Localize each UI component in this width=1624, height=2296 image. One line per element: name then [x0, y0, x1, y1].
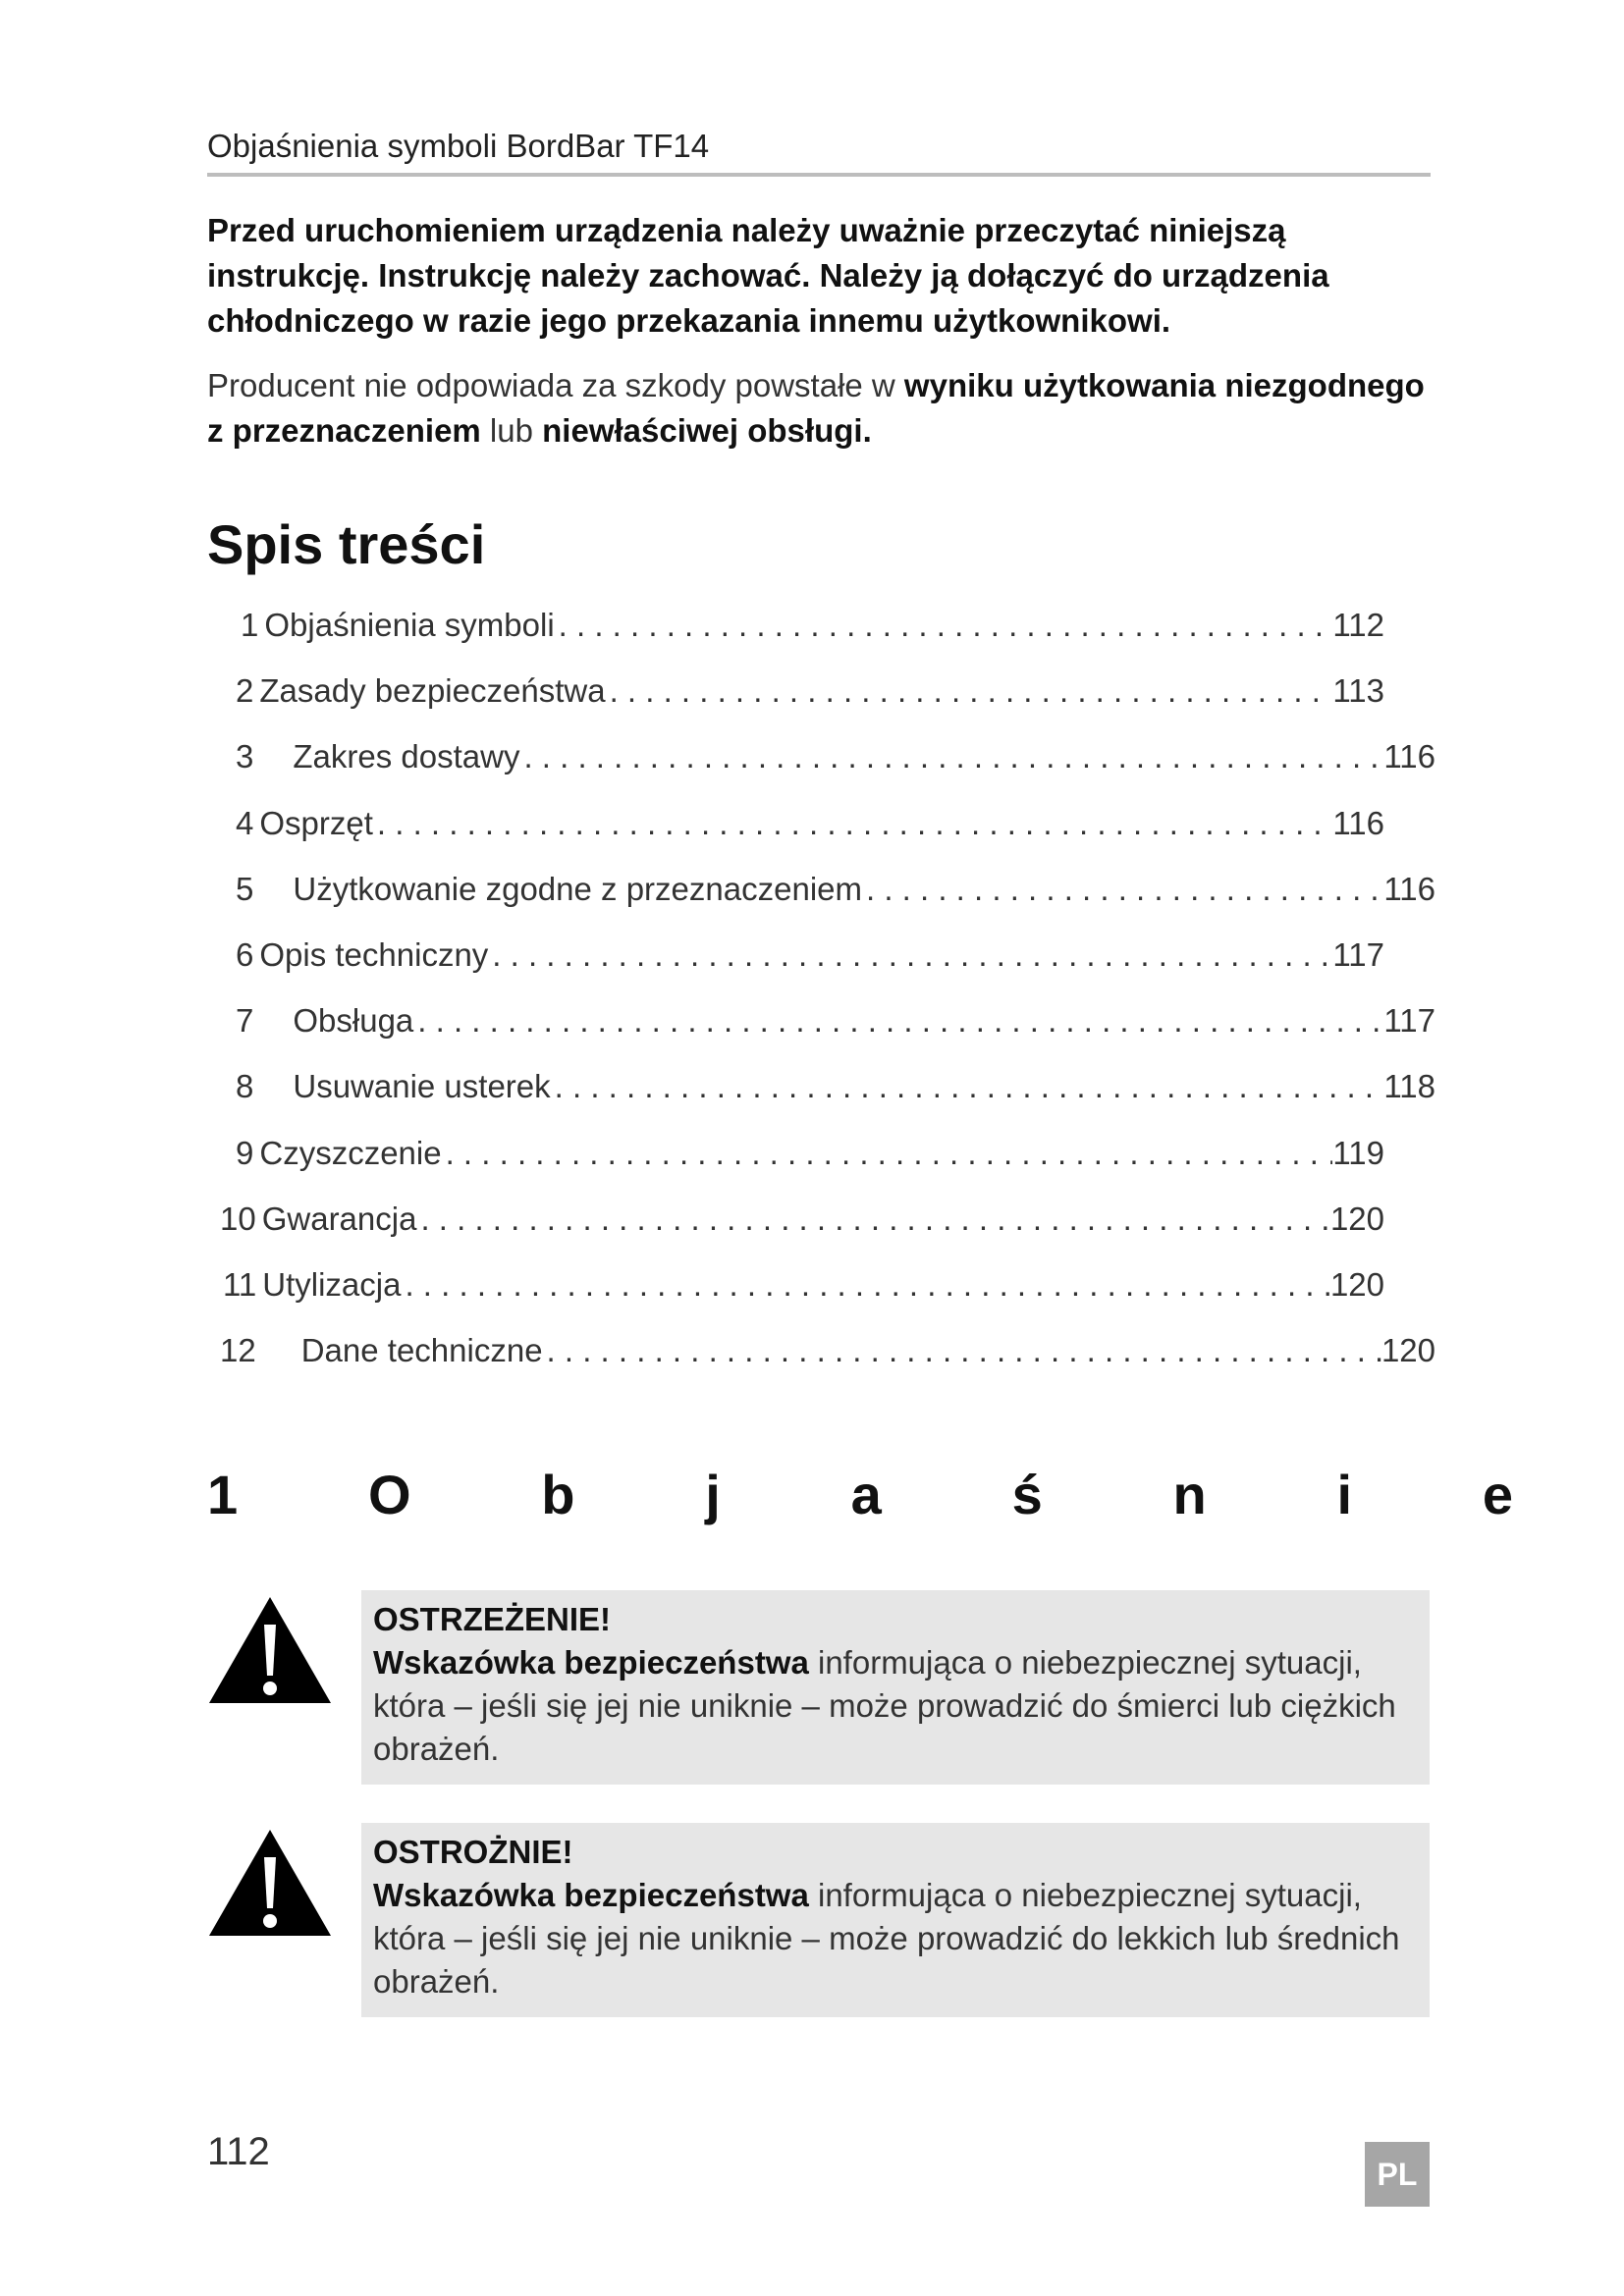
- caution-text: informująca o niebezpiecznej sytuacji, która – jeśli się jej nie uniknie – może prowadzić do lekkich lub średnich obrażeń.: [373, 1877, 1400, 2000]
- toc-entry[interactable]: [236, 936, 1384, 986]
- warning-triangle-icon: [207, 1595, 333, 1705]
- caution-bold-label: Wskazówka bezpieczeństwa: [373, 1877, 809, 1913]
- toc-entry-page: 118: [1383, 1068, 1435, 1104]
- toc-entry-number: 1: [241, 607, 259, 643]
- section-heading-char: O: [367, 1464, 411, 1525]
- toc-title: Spis treści: [207, 513, 486, 575]
- toc-entry[interactable]: [241, 607, 1384, 656]
- toc-dot-leader: [519, 738, 1383, 775]
- toc-entry-number: 4: [236, 805, 254, 841]
- liability-bold-2: niewłaściwej obsługi.: [542, 412, 872, 449]
- toc-dot-leader: [416, 1201, 1329, 1238]
- toc-entry-page: 120: [1329, 1201, 1384, 1237]
- section-heading: [207, 1463, 1513, 1531]
- toc-dot-leader: [373, 805, 1332, 842]
- toc-entry-label: Obsługa: [293, 1002, 414, 1039]
- warning-text: informująca o niebezpiecznej sytuacji, która – jeśli się jej nie uniknie – może prowadzić do śmierci lub ciężkich obrażeń.: [373, 1644, 1396, 1767]
- toc-dot-leader: [543, 1332, 1381, 1369]
- toc-entry-label: Utylizacja: [262, 1266, 402, 1303]
- toc-entry-label: Opis techniczny: [259, 936, 489, 973]
- toc-entry-page: 116: [1332, 805, 1384, 841]
- toc-entry-label: Objaśnienia symboli: [264, 607, 555, 643]
- toc-dot-leader: [401, 1266, 1329, 1304]
- toc-entry[interactable]: [220, 1332, 1435, 1381]
- toc-entry-page: 116: [1383, 871, 1435, 907]
- toc-entry-number: 7: [236, 1002, 254, 1039]
- warning-bold-label: Wskazówka bezpieczeństwa: [373, 1644, 809, 1681]
- toc-entry-page: 119: [1332, 1135, 1384, 1171]
- caution-notice: [361, 1823, 1430, 2017]
- toc-entry-page: 116: [1383, 738, 1435, 774]
- warning-title: OSTRZEŻENIE!: [373, 1601, 612, 1637]
- warning-triangle-icon: [207, 1828, 333, 1938]
- toc-entry-number: 6: [236, 936, 254, 973]
- toc-entry-number: 3: [236, 738, 254, 774]
- section-heading-char: b: [541, 1464, 575, 1525]
- toc-entry-number: 11: [223, 1266, 257, 1303]
- toc-entry-number: 9: [236, 1135, 254, 1171]
- section-heading-char: j: [705, 1464, 721, 1525]
- page-header: [207, 128, 1431, 177]
- toc-entry-page: 120: [1329, 1266, 1384, 1303]
- liability-text-2: lub: [480, 412, 543, 449]
- toc-entry[interactable]: [223, 1266, 1384, 1315]
- toc-entry-page: 113: [1332, 672, 1384, 709]
- toc-entry-label: Gwarancja: [261, 1201, 417, 1237]
- toc-dot-leader: [488, 936, 1332, 974]
- toc-dot-leader: [862, 871, 1383, 908]
- toc-entry[interactable]: [236, 672, 1384, 721]
- section-heading-char: ś: [1011, 1464, 1043, 1525]
- toc-entry-label: Zakres dostawy: [293, 738, 520, 774]
- toc-entry[interactable]: [236, 871, 1435, 920]
- toc-dot-leader: [442, 1135, 1333, 1172]
- toc-entry-label: Osprzęt: [259, 805, 373, 841]
- toc-dot-leader: [413, 1002, 1383, 1040]
- toc-entry-label: Dane techniczne: [300, 1332, 543, 1368]
- toc-entry-number: 2: [236, 672, 254, 709]
- toc-entry-page: 117: [1332, 936, 1384, 973]
- language-badge: PL: [1365, 2142, 1430, 2207]
- toc-entry-label: Czyszczenie: [259, 1135, 442, 1171]
- toc-entry[interactable]: [236, 1135, 1384, 1184]
- toc-entry-number: 5: [236, 871, 254, 907]
- toc-entry[interactable]: [236, 805, 1384, 854]
- section-heading-char: n: [1172, 1464, 1207, 1525]
- toc-entry-page: 120: [1380, 1332, 1435, 1368]
- toc-entry-number: 12: [220, 1332, 256, 1368]
- caution-title: OSTROŻNIE!: [373, 1834, 573, 1870]
- toc-entry-number: 8: [236, 1068, 254, 1104]
- toc-entry-page: 112: [1332, 607, 1384, 643]
- header-title: Objaśnienia symboli BordBar TF14: [207, 128, 710, 164]
- toc-entry[interactable]: [236, 1002, 1435, 1051]
- page-number: 112: [207, 2130, 270, 2173]
- toc-dot-leader: [555, 607, 1333, 644]
- toc-dot-leader: [551, 1068, 1384, 1105]
- toc-entry-label: Zasady bezpieczeństwa: [259, 672, 606, 709]
- section-heading-char: a: [850, 1464, 882, 1525]
- liability-bold-1: wyniku użytkowania niezgodnego z przeznaczeniem: [207, 367, 1425, 449]
- toc-entry-page: 117: [1383, 1002, 1435, 1039]
- toc-dot-leader: [606, 672, 1333, 710]
- intro-warning-paragraph: Przed uruchomieniem urządzenia należy uważnie przeczytać niniejszą instrukcję. Instrukcję należy zachować. Należy ją dołączyć do urządzenia chłodniczego w razie jego przekazania innemu użytkownikowi.: [207, 212, 1329, 339]
- toc-entry-label: Użytkowanie zgodne z przeznaczeniem: [293, 871, 862, 907]
- section-heading-char: e: [1482, 1464, 1513, 1525]
- section-heading-char: i: [1336, 1464, 1353, 1525]
- toc-entry[interactable]: [236, 1068, 1435, 1117]
- liability-paragraph: [207, 363, 1444, 454]
- toc-entry[interactable]: [220, 1201, 1384, 1250]
- liability-text-1: Producent nie odpowiada za szkody powstałe w: [207, 367, 904, 403]
- toc-entry-number: 10: [220, 1201, 256, 1237]
- toc-entry-label: Usuwanie usterek: [293, 1068, 551, 1104]
- toc-entry[interactable]: [236, 738, 1435, 787]
- warning-notice: [361, 1590, 1430, 1785]
- section-heading-char: 1: [207, 1464, 239, 1525]
